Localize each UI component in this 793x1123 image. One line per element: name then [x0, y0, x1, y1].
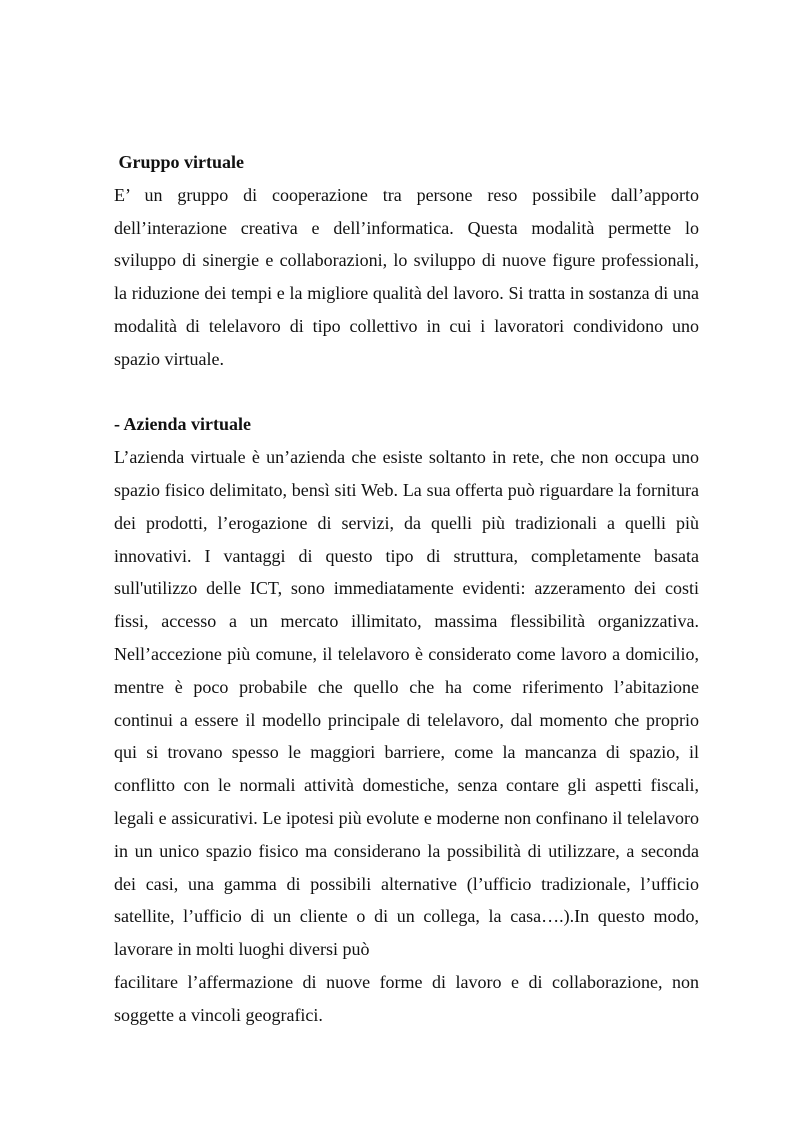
- section-heading: Gruppo virtuale: [114, 152, 245, 172]
- section-paragraph: facilitare l’affermazione di nuove forme di lavoro e di collaborazione, non soggette a vincoli geografici.: [114, 971, 699, 1025]
- section-gruppo-virtuale: [114, 146, 699, 376]
- section-paragraph: E’ un gruppo di cooperazione tra persone reso possibile dall’apporto dell’interazione creativa e dell’informatica. Questa modalità permette lo sviluppo di sinergie e collaborazioni, lo sviluppo di nuove figure professionali, la riduzione dei tempi e la migliore qualità del lavoro. Si tratta in sostanza di una modalità di telelavoro di tipo collettivo in cui i lavoratori condividono uno spazio virtuale.: [114, 184, 699, 369]
- document-page: [114, 146, 699, 1032]
- section-spacer: [114, 376, 699, 409]
- section-azienda-virtuale: [114, 408, 699, 1031]
- section-heading: - Azienda virtuale: [114, 414, 251, 435]
- section-paragraph: L’azienda virtuale è un’azienda che esiste soltanto in rete, che non occupa uno spazio fisico delimitato, bensì siti Web. La sua offerta può riguardare la fornitura dei prodotti, l’erogazione di servizi, da quelli più tradizionali a quelli più innovativi. I vantaggi di questo tipo di struttura, completamente basata sull'utilizzo delle ICT, sono immediatamente evidenti: azzeramento dei costi fissi, accesso a un mercato illimitato, massima flessibilità organizzativa. Nell’accezione più comune, il telelavoro è considerato come lavoro a domicilio, mentre è poco probabile che quello che ha come riferimento l’abitazione continui a essere il modello principale di telelavoro, dal momento che proprio qui si trovano spesso le maggiori barriere, come la mancanza di spazio, il conflitto con le normali attività domestiche, senza contare gli aspetti fiscali, legali e assicurativi. Le ipotesi più evolute e moderne non confinano il telelavoro in un unico spazio fisico ma considerano la possibilità di utilizzare, a seconda dei casi, una gamma di possibili alternative (l’ufficio tradizionale, l’ufficio satellite, l’ufficio di un cliente o di un collega, la casa….).In questo modo, lavorare in molti luoghi diversi può: [114, 447, 699, 960]
